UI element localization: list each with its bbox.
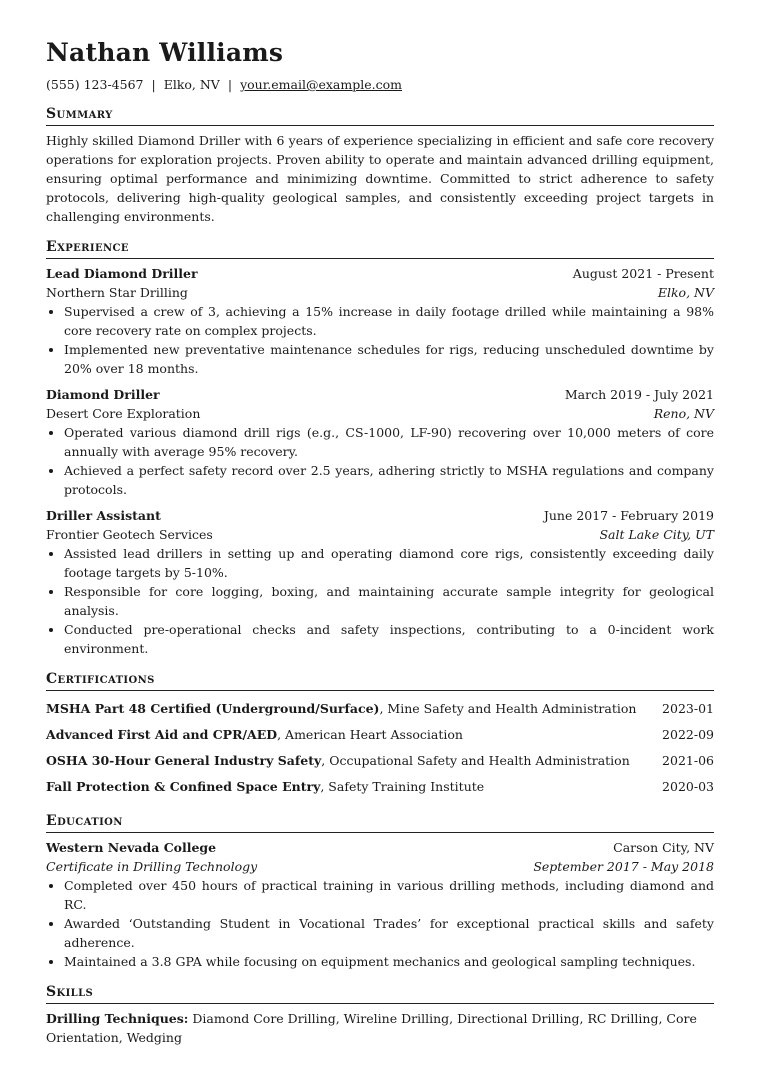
candidate-name: Nathan Williams [46,38,284,67]
education-dates: September 2017 - May 2018 [533,859,714,874]
job-company: Northern Star Drilling [46,285,188,300]
separator: | [227,77,233,92]
cert-name: OSHA 30-Hour General Industry Safety [46,753,322,768]
job-role: Driller Assistant [46,508,161,523]
certification-item [46,774,714,800]
cert-issuer: , Mine Safety and Health Administration [379,701,637,716]
cert-issuer: , American Heart Association [277,727,463,742]
bullet: • Maintained a 3.8 GPA while focusing on equipment mechanics and geological sampling techniques. [64,952,714,971]
experience-section [46,239,714,658]
bullet: • Implemented new preventative maintenance schedules for rigs, reducing unscheduled downtime by 20% over 18 months. [64,340,714,378]
summary-section [46,106,714,226]
program-name: Certificate in Drilling Technology [46,859,258,874]
job-bullets [46,544,714,658]
section-title-certifications: Certifications [46,671,714,691]
job-role: Diamond Driller [46,387,160,402]
skills-text: Diamond Core Drilling, Wireline Drilling, Directional Drilling, RC Drilling, Core Orientation, Wedging [46,1011,697,1045]
bullet: • Achieved a perfect safety record over 2.5 years, adhering strictly to MSHA regulations and company protocols. [64,461,714,499]
job-company: Desert Core Exploration [46,406,201,421]
cert-date: 2021-06 [662,753,714,768]
education-section [46,813,714,971]
section-title-summary: Summary [46,106,714,126]
cert-date: 2022-09 [662,727,714,742]
bullet: • Completed over 450 hours of practical training in various drilling methods, including diamond and RC. [64,876,714,914]
bullet: • Awarded ‘Outstanding Student in Vocational Trades’ for exceptional practical skills and safety adherence. [64,914,714,952]
cert-name: Advanced First Aid and CPR/AED [46,727,278,742]
job-entry [46,506,714,658]
job-location: Salt Lake City, UT [599,527,714,542]
skills-section [46,984,714,1047]
job-role: Lead Diamond Driller [46,266,198,281]
certifications-section [46,671,714,800]
section-title-experience: Experience [46,239,714,259]
summary-text: Highly skilled Diamond Driller with 6 years of experience specializing in efficient and safe core recovery operations for exploration projects. Proven ability to operate and maintain advanced drilling equipment, ensuring optimal performance and minimizing downtime. Committed to strict adherence to safety protocols, delivering high-quality geological samples, and consistently exceeding project targets in challenging environments. [46,133,714,224]
bullet: • Conducted pre-operational checks and safety inspections, contributing to a 0-incident work environment. [64,620,714,658]
school-location: Carson City, NV [613,840,714,855]
job-entry [46,264,714,378]
job-dates: June 2017 - February 2019 [543,508,714,523]
email-link[interactable]: your.email@example.com [240,77,402,92]
contact-line [46,77,714,93]
phone: (555) 123-4567 [46,77,144,92]
bullet: • Operated various diamond drill rigs (e.g., CS-1000, LF-90) recovering over 10,000 meters of core annually with average 95% recovery. [64,423,714,461]
education-entry [46,838,714,971]
job-entry [46,385,714,499]
certification-item [46,722,714,748]
bullet: • Responsible for core logging, boxing, and maintaining accurate sample integrity for geological analysis. [64,582,714,620]
job-dates: March 2019 - July 2021 [564,387,714,402]
section-title-education: Education [46,813,714,833]
bullet: • Assisted lead drillers in setting up and operating diamond core rigs, consistently exceeding daily footage targets by 5-10%. [64,544,714,582]
job-location: Elko, NV [657,285,714,300]
job-bullets [46,423,714,499]
job-location: Reno, NV [653,406,714,421]
cert-issuer: , Occupational Safety and Health Administration [321,753,630,768]
skills-label: Drilling Techniques: [46,1011,189,1026]
cert-issuer: , Safety Training Institute [320,779,485,794]
education-bullets [46,876,714,971]
certification-item [46,696,714,722]
certification-item [46,748,714,774]
job-bullets [46,302,714,378]
skills-line [46,1009,714,1047]
cert-date: 2023-01 [662,701,714,716]
section-title-skills: Skills [46,984,714,1004]
location: Elko, NV [163,77,220,92]
school-name: Western Nevada College [46,840,217,855]
cert-date: 2020-03 [662,779,714,794]
job-dates: August 2021 - Present [572,266,714,281]
job-company: Frontier Geotech Services [46,527,213,542]
separator: | [151,77,156,92]
cert-name: MSHA Part 48 Certified (Underground/Surface) [46,701,380,716]
bullet: • Supervised a crew of 3, achieving a 15% increase in daily footage drilled while maintaining a 98% core recovery rate on complex projects. [64,302,714,340]
cert-name: Fall Protection & Confined Space Entry [46,779,321,794]
